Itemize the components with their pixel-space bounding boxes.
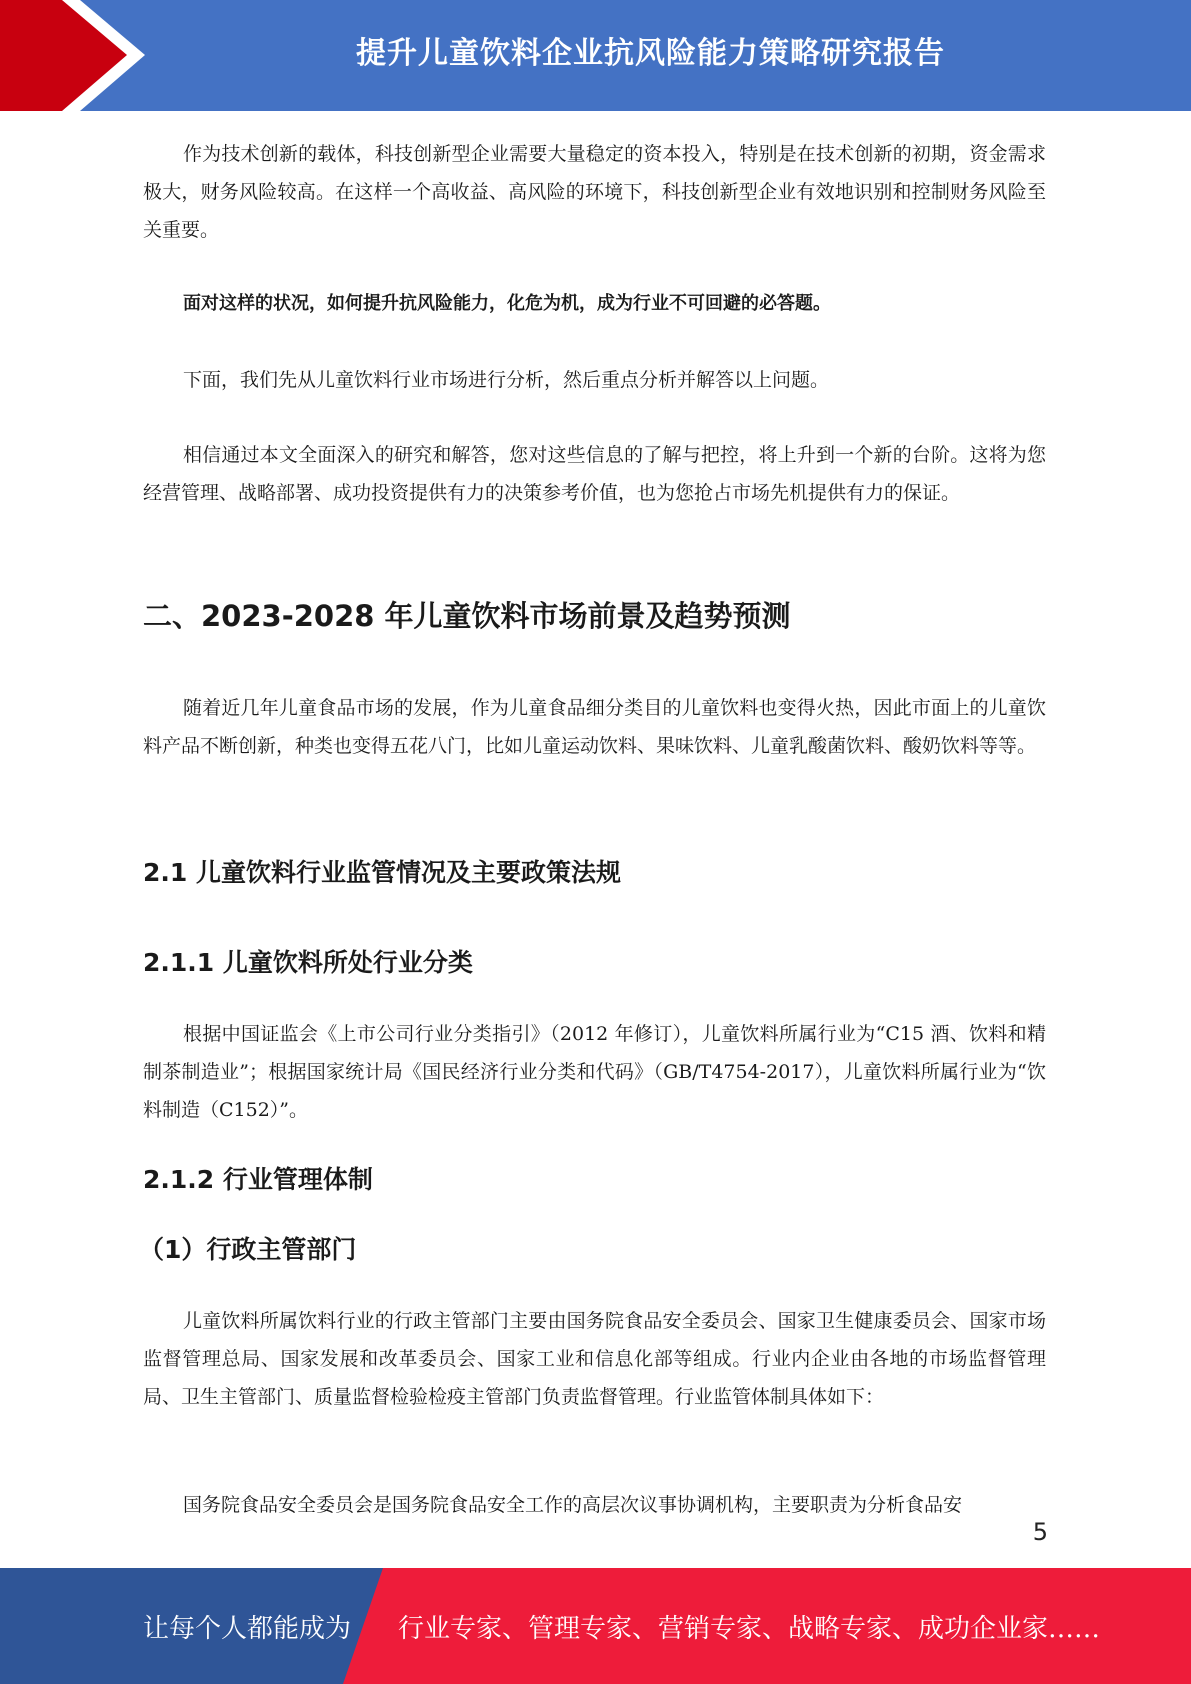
- subsection-heading-2-1-1: 2.1.1 儿童饮料所处行业分类: [143, 948, 473, 977]
- page-number: 5: [1032, 1518, 1048, 1546]
- paragraph-1: 作为技术创新的载体，科技创新型企业需要大量稳定的资本投入，特别是在技术创新的初期，资金需求极大，财务风险较高。在这样一个高收益、高风险的环境下，科技创新型企业有效地识别和控制财务风险至关重要。: [143, 143, 1046, 241]
- paragraph-7: 儿童饮料所属饮料行业的行政主管部门主要由国务院食品安全委员会、国家卫生健康委员会、国家市场监督管理总局、国家发展和改革委员会、国家工业和信息化部等组成。行业内企业由各地的市场监督管理局、卫生主管部门、质量监督检验检疫主管部门负责监督管理。行业监管体制具体如下：: [143, 1310, 1046, 1408]
- page-header: [0, 0, 1191, 111]
- sub-heading-admin-dept: （1）行政主管部门: [139, 1235, 357, 1264]
- paragraph-6: 根据中国证监会《上市公司行业分类指引》（2012 年修订），儿童饮料所属行业为“C15 酒、饮料和精制茶制造业”；根据国家统计局《国民经济行业分类和代码》（GB/T4754-2017），儿童饮料所属行业为“饮料制造（C152）”。: [143, 1023, 1046, 1121]
- report-title: 提升儿童饮料企业抗风险能力策略研究报告: [356, 36, 945, 71]
- paragraph-3: 下面，我们先从儿童饮料行业市场进行分析，然后重点分析并解答以上问题。: [183, 369, 830, 391]
- subsection-heading-2-1-2: 2.1.2 行业管理体制: [143, 1165, 373, 1194]
- section-heading: 二、2023-2028 年儿童饮料市场前景及趋势预测: [143, 599, 791, 633]
- page-footer: [0, 1568, 1191, 1684]
- subsection-heading-2-1: 2.1 儿童饮料行业监管情况及主要政策法规: [143, 858, 621, 887]
- paragraph-5: 随着近几年儿童食品市场的发展，作为儿童食品细分类目的儿童饮料也变得火热，因此市面上的儿童饮料产品不断创新，种类也变得五花八门，比如儿童运动饮料、果味饮料、儿童乳酸菌饮料、酸奶饮料等等。: [143, 697, 1046, 757]
- footer-slogan-left: 让每个人都能成为: [143, 1613, 352, 1644]
- paragraph-2-bold: 面对这样的状况，如何提升抗风险能力，化危为机，成为行业不可回避的必答题。: [183, 293, 831, 314]
- paragraph-8: 国务院食品安全委员会是国务院食品安全工作的高层次议事协调机构，主要职责为分析食品安: [183, 1494, 963, 1516]
- paragraph-4: 相信通过本文全面深入的研究和解答，您对这些信息的了解与把控，将上升到一个新的台阶。这将为您经营管理、战略部署、成功投资提供有力的决策参考价值，也为您抢占市场先机提供有力的保证。: [143, 444, 1046, 504]
- footer-slogan-right: 行业专家、管理专家、营销专家、战略专家、成功企业家……: [398, 1613, 1101, 1644]
